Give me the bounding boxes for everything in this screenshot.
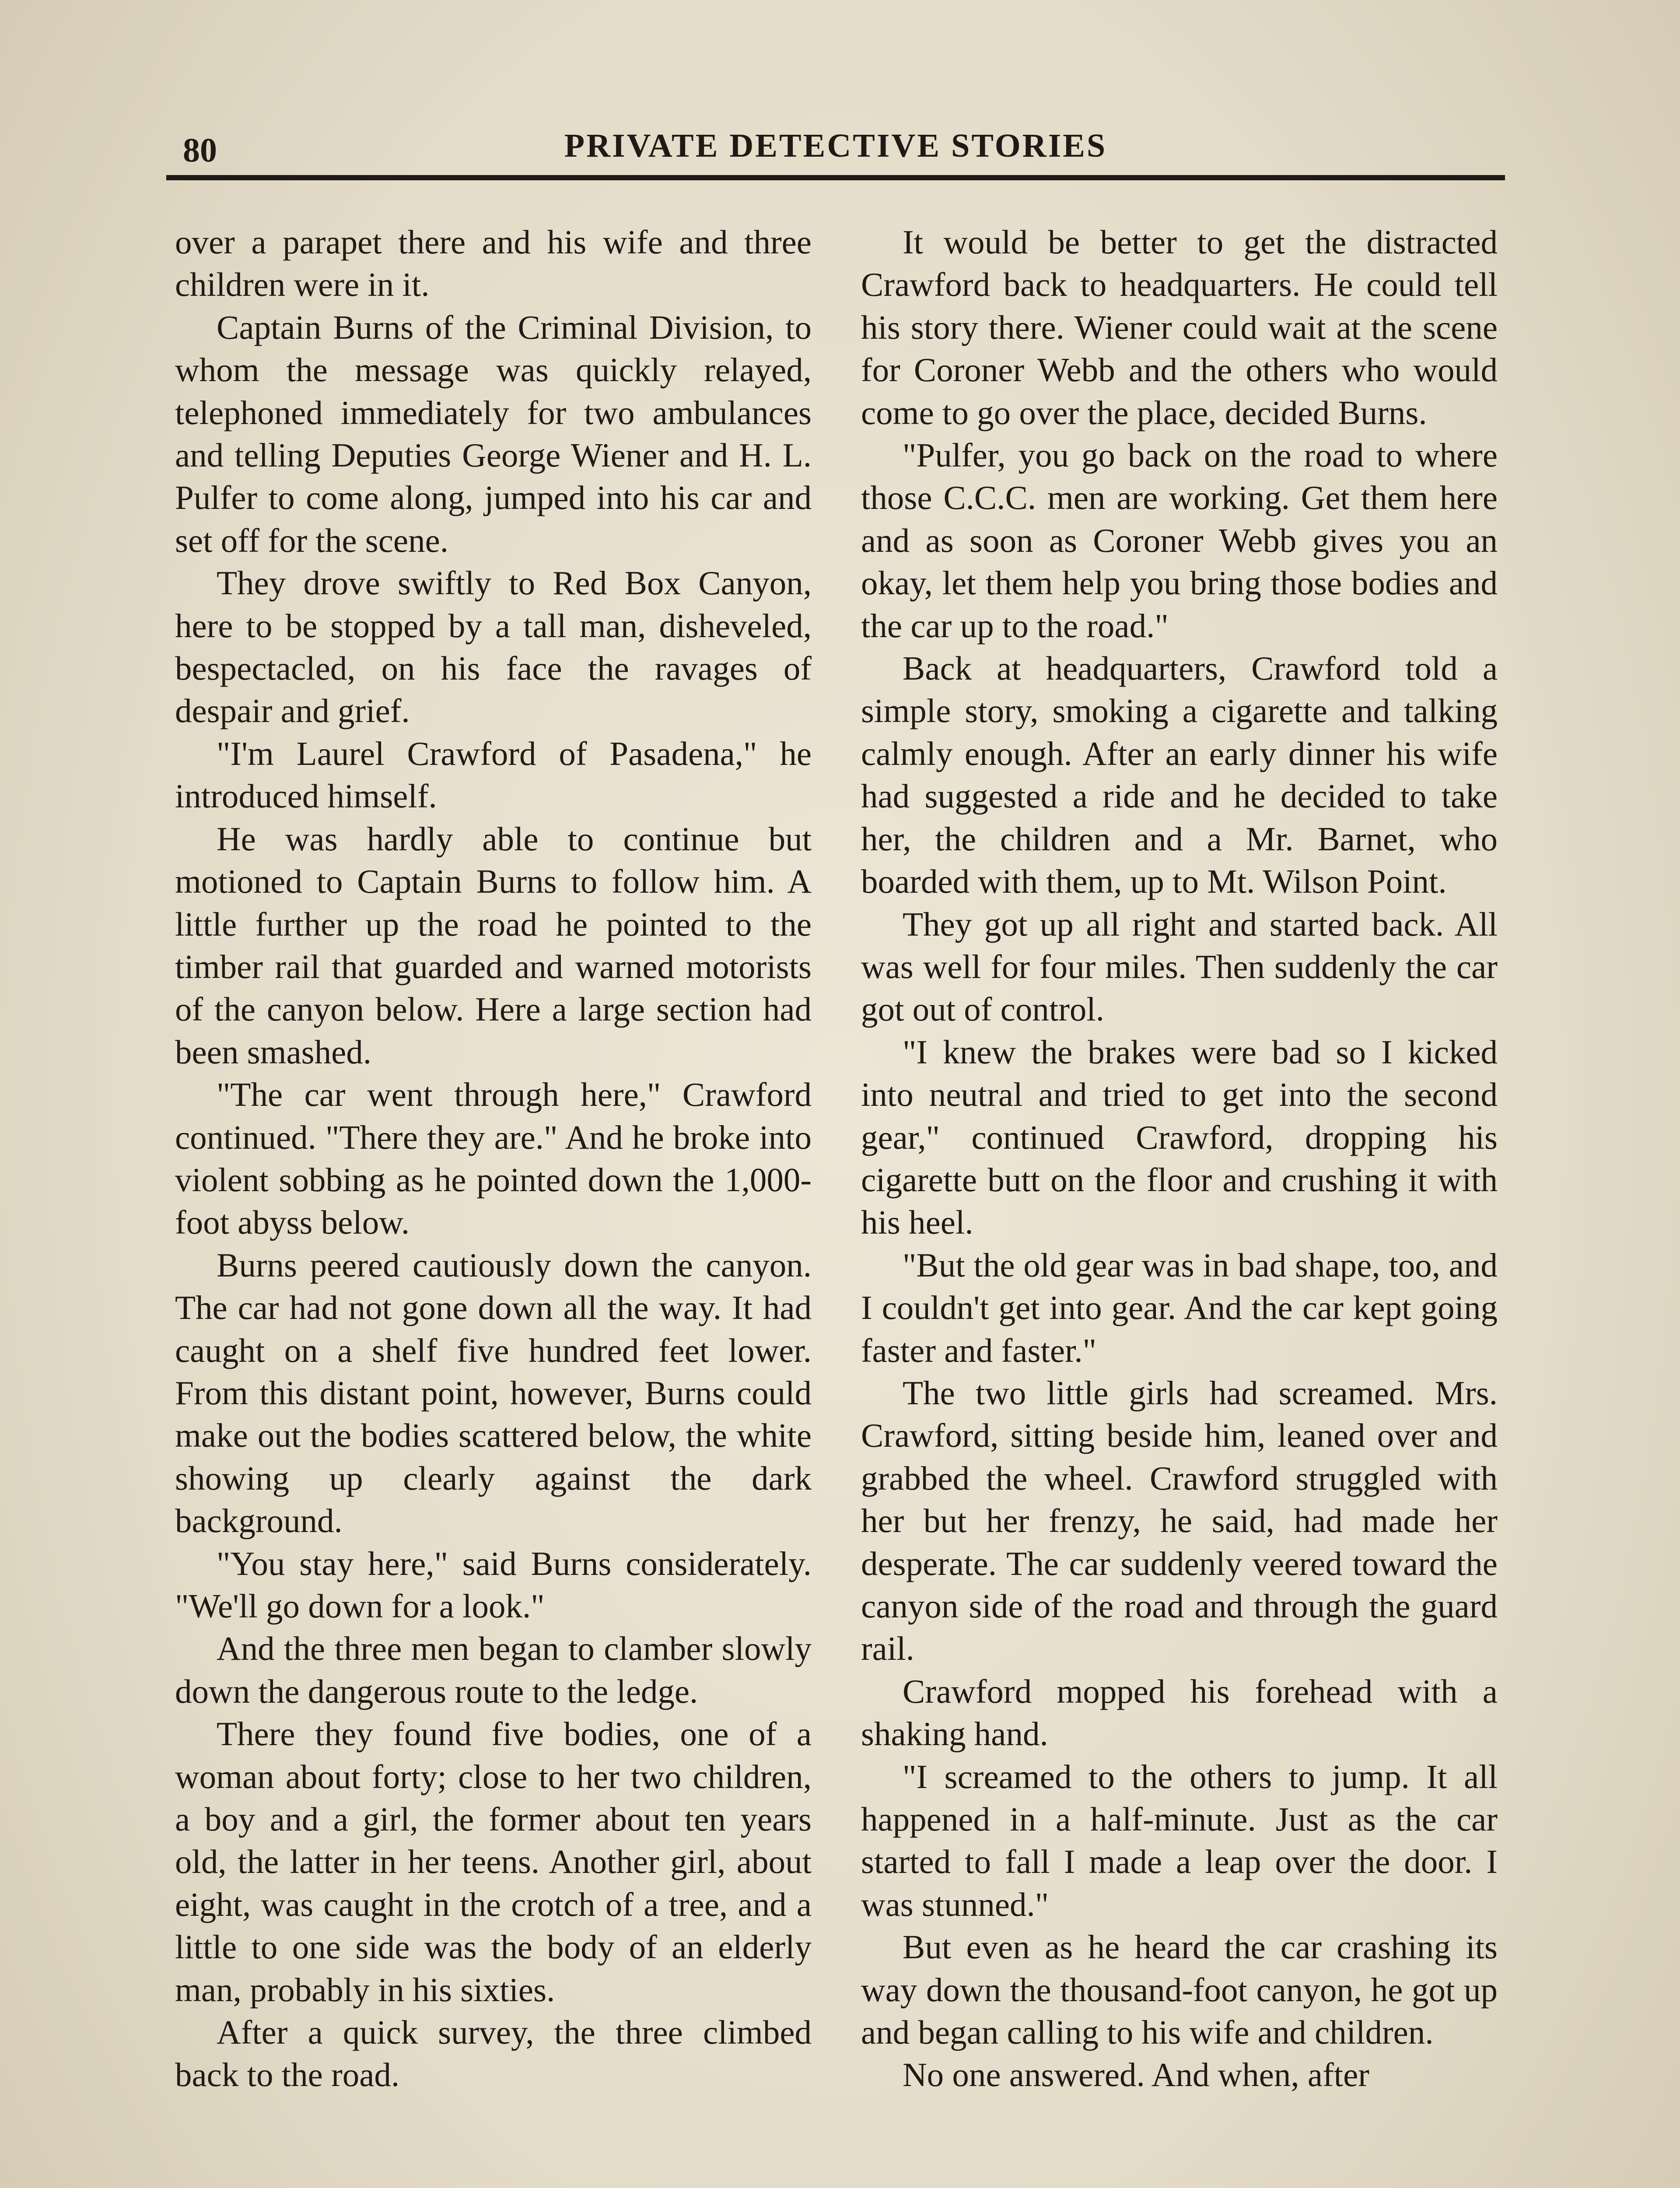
paragraph: There they found five bodies, one of a woman about forty; close to her two children, a boy and a girl, the former about ten years old, the latter in her teens. Another girl, about eight, was caught in the crotch of a tree, and a little to one side was the body of an elderly man, probably in his sixties. (175, 1715, 812, 2009)
paragraph: "But the old gear was in bad shape, too, and I couldn't get into gear. And the car kept going faster and faster." (861, 1246, 1498, 1369)
paragraph: "Pulfer, you go back on the road to where those C.C.C. men are working. Get them here and as soon as Coroner Webb gives you an okay, let them help you bring those bodies and the car up to the road." (861, 436, 1498, 645)
paragraph: Back at headquarters, Crawford told a simple story, smoking a cigarette and talking calmly enough. After an early dinner his wife had suggested a ride and he decided to take her, the children and a Mr. Barnet, who boarded with them, up to Mt. Wilson Point. (861, 649, 1498, 901)
paragraph: It would be better to get the distracted Crawford back to headquarters. He could tell his story there. Wiener could wait at the scene for Coroner Webb and the others who would come to go over the place, decided Burns. (861, 223, 1498, 431)
paragraph: Burns peered cautiously down the canyon. The car had not gone down all the way. It had caught on a shelf five hundred feet lower. From this distant point, however, Burns could make out the bodies scattered below, the white showing up clearly against the dark background. (175, 1246, 812, 1540)
paragraph: They drove swiftly to Red Box Canyon, here to be stopped by a tall man, disheveled, bespectacled, on his face the ravages of despair and grief. (175, 564, 812, 730)
right-column (861, 221, 1498, 2097)
paragraph: "I screamed to the others to jump. It all happened in a half-minute. Just as the car started to fall I made a leap over the door. I was stunned." (861, 1757, 1498, 1923)
paragraph: "The car went through here," Crawford continued. "There they are." And he broke into violent sobbing as he pointed down the 1,000-foot abyss below. (175, 1076, 812, 1241)
magazine-title: PRIVATE DETECTIVE STORIES (564, 127, 1107, 164)
paragraph: After a quick survey, the three climbed back to the road. (175, 2013, 812, 2094)
paragraph: Captain Burns of the Criminal Division, to whom the message was quickly relayed, telephoned immediately for two ambulances and telling Deputies George Wiener and H. L. Pulfer to come along, jumped into his car and set off for the scene. (175, 308, 812, 559)
paragraph: And the three men began to clamber slowly down the dangerous route to the ledge. (175, 1630, 812, 1710)
paragraph: The two little girls had screamed. Mrs. Crawford, sitting beside him, leaned over and grabbed the wheel. Crawford struggled with her but her frenzy, he said, had made her desperate. The car suddenly veered toward the canyon side of the road and through the guard rail. (861, 1374, 1498, 1668)
paragraph: "I'm Laurel Crawford of Pasadena," he introduced himself. (175, 734, 812, 815)
left-column (175, 221, 812, 2097)
paragraph: "I knew the brakes were bad so I kicked into neutral and tried to get into the second gear," continued Crawford, dropping his cigarette butt on the floor and crushing it with his heel. (861, 1033, 1498, 1241)
page-number: 80 (183, 131, 217, 169)
paragraph: "You stay here," said Burns considerately. "We'll go down for a look." (175, 1544, 812, 1625)
paragraph: He was hardly able to continue but motioned to Captain Burns to follow him. A little further up the road he pointed to the timber rail that guarded and warned motorists of the canyon below. Here a large section had been smashed. (175, 820, 812, 1071)
paragraph: No one answered. And when, after (903, 2056, 1369, 2094)
paragraph: over a parapet there and his wife and three children were in it. (175, 223, 812, 304)
page-header (166, 127, 1505, 180)
paragraph: But even as he heard the car crashing its way down the thousand-foot canyon, he got up and began calling to his wife and children. (861, 1928, 1498, 2051)
paragraph: Crawford mopped his forehead with a shaking hand. (861, 1672, 1498, 1753)
paragraph: They got up all right and started back. All was well for four miles. Then suddenly the car got out of control. (861, 905, 1498, 1028)
